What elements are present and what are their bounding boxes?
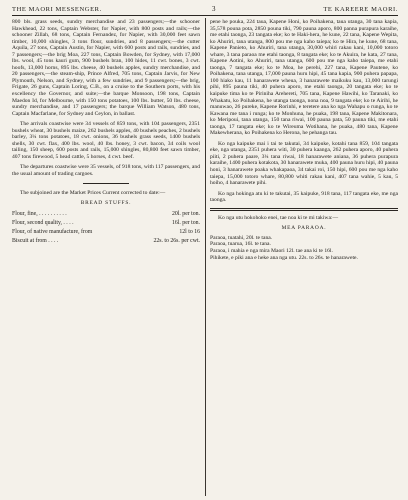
coastwise-arrivals: The arrivals coastwise were 34 vessels of 859 tons, with 104 passengers, 2351 bushels wheat, 30 bushels maize, 262 bushels apples, 40 bushels peaches, 2 bushels barley, 3¼ tons potatoes, 18 cwt. onions, 36 bushels grass seeds, 1400 bushels shells, 30 cwt. flax, 400 lbs. wool, 40 lbs. honey, 3 cwt. bacon, 34 coils wool tailing, 150 sheep, 600 posts and rails, 15,000 shingles, 80,800 feet sawn timber, 407 tons firewood, 5 head cattle, 5 horses, 4 cwt. beef. xyxy=(12,121,200,160)
english-column xyxy=(12,19,200,246)
page-number: 3 xyxy=(212,5,217,13)
shipping-departures: 800 bls. grass seeds, sundry merchandise and 23 passengers;—the schooner Hawkhead, 22 tons, Captain Webster, for Napier, with 800 posts and rails;—the schooner Zillah, 68 tons, Captain Fernandez, for Napier, with 30,000 feet sawn timber, 10,000 shingles, 3 tons flour, sundries, and 8 passengers;—the cutter Aquila, 27 tons, Captain Austin, for Napier, with 600 posts and rails, sundries, and 7 passengers;—the brig Moa, 227 tons, Captain Bowden, for Sydney, with 17,000 lbs. wool, 45 tons kauri gum, 900 bushels bran, 100 hides, 11 cwt. bones, 3 cwt. hoofs, 13,000 horns, 895 lbs. cheese, 40 bushels apples, sundry merchandise, and 20 passengers,—the steam-ship, Prince Alfred, 705 tons, Captain Jarvis, for New Plymouth, Nelson, and Sydney, with a few sundries, and 9 passengers;—the brig, Frigate, 26 guns, Captain Loring, C.B., on a cruise to the Southern ports, with his excellency the Governor, and suite;—the barque Monsoon, 198 tons, Captain Maedon Id, for Melbourne, with 150 tons potatoes, 100 lbs. butter, 50 lbs. cheese, sundry merchandise, and 17 passengers; the barque William Watson, 480 tons, Captain Macfarlane, for Sydney and Ceylon, in ballast. xyxy=(12,19,200,117)
mea-paraoa-heading: MEA PARAOA. xyxy=(281,225,327,232)
price-value: 20l. per ton. xyxy=(171,210,200,217)
price-label: Flour, of native manufacture, from xyxy=(12,228,93,235)
price-line: Paraoa, tuarua, 16l. te tana. xyxy=(210,241,271,248)
masthead-maori: TE KAREERE MAORI. xyxy=(323,6,398,13)
price-line: Paraoa, i mahia e nga mira Maori 12l. tae ana ki te 16l. xyxy=(210,247,333,254)
price-value: 22s. to 26s. per cwt. xyxy=(153,237,200,244)
coastwise-departures-maori: Ko nga hokinga atu ki te takutai, 35 kaipuke, 918 tana, 117 tangata eke, me nga taonga. xyxy=(210,190,398,204)
price-row xyxy=(12,237,200,246)
price-row xyxy=(12,210,200,219)
shipping-departures-maori: pene he pouka, 224 taua, Kapene Honi, ko Poihakena, taua utanga, 30 tana kapia, 35,578 pouna pota, 2850 pouna tiki, 790 pauna aporo, 800 panna purapura karaihe, me etahi taonga, 23 tangata eke; ko te Haki-hera, he kune, 22 tana, Kapene Wepita, ko Ahuriri, tana utanga, 800 pou me nga kaho taiepa; ko te Hira, he kune, 68 tana, Kapene Panieto, ko Ahuriri, tana utanga, 30,000 whiri rakau kani, 10,000 totoro whare, 3 tana paraoa me etahi taonga, 8 tangata eke; ko te Akuira, he kata, 27 tana, Kapene Aotini, ko Ahuriri, tana utanga, 600 pou me nga kaho taiepa, me etahi taonga, 7 tangata eke; ko te Moa, he perehi, 227 tana, Kapene Pautene, ko Poihakena, tana utanga, 17,000 pauna huru hipi, 45 tana kapia, 900 puhera papapa, 100 hiako kau, 11 hanarawete wheua, 3 hanarawete maikuku kau, 13,000 tarungi pihi, 895 pauna tiki, 40 puhera aporo, me etahi taonga, 20 tangata eke; ko te kaipuke tima ko te Piriniha Arehereti, 705 tana, Kapene Hawihi, ko Taranaki, ko Whakatu, ko Poihakena, he utanga taonga, nona noa, 9 tangata eke; ko te Airihi, he manuwao, 26 pureke, Kapene Rorinhi, e teretere ana ko nga Wahapu o runga, ko te Kawana me tana i runga; ko te Monhuna, he puaka, 198 tana, Kapene Makitonara, ko Meripoui, tana utanga, 150 tana riwai, 100 pauna pata, 50 pauna tiki, me etahi taonga, 17 tangata eke; ko te Wireuma Wotihana, he puaka, 480 tana, Kapene Makewherana, ko Poihakena ko Herona, he pehanga tau. xyxy=(210,19,398,137)
market-prices-intro-maori: Ko nga utu hokohoko enei, tae noa ki te mi takiwa:— xyxy=(218,214,339,221)
price-line: Pihikete, e piki ana e heke ana nga utu. 22s. to 26s. te hanarawete. xyxy=(210,254,358,261)
header-rule xyxy=(12,15,398,16)
coastwise-departures: The departures coastwise were 35 vessels, of 918 tons, with 117 passengers, and the usual amount of trading cargoes. xyxy=(12,164,200,178)
masthead-english: THE MAORI MESSENGER. xyxy=(12,6,102,13)
section-rule xyxy=(83,183,129,184)
section-double-rule xyxy=(210,208,398,211)
price-label: Flour, second quality, . . . . xyxy=(12,219,74,226)
price-label: Flour, fine, . . . . . . . . . . xyxy=(12,210,67,217)
price-value: 16l. per ton. xyxy=(171,219,200,226)
price-value: 12l to 16 xyxy=(179,228,200,235)
price-row xyxy=(12,228,200,237)
maori-column xyxy=(210,19,398,261)
coastwise-arrivals-maori: Ko nga kaipuke mai i tai te takutai, 34 kaipuke, kotahi tana 859, 104 tangata eke, nga utanga, 2351 puhera witi, 30 puhera kaanga, 262 puhera aporo, 40 puhera piiti, 2 puhera paare, 3¼ tana riwai, 18 hanarawete aniana, 36 puhera purapura karaihe, 1400 puhera kotakota, 30 hanarawete muka, 400 pauna huru hipi, 40 pauna honi, 3 hanarawete poaka whakapaoa, 34 takai roi, 150 hipi, 600 pou me nga kaho taiepa, 15,000 totoro whare, 80,800 whiti rakau kani, 407 tana wahie, 5 kau, 5 hoiho, 4 hanarawete pihi. xyxy=(210,140,398,187)
market-prices-intro: The subjoined are the Market Prices Current corrected to date:— xyxy=(20,189,166,196)
price-label: Biscuit at from . . . . xyxy=(12,237,59,244)
price-line: Paraoa, tuatahi, 20l. te tana. xyxy=(210,234,273,241)
column-divider xyxy=(205,18,206,496)
bread-stuffs-heading: BREAD STUFFS. xyxy=(80,200,132,207)
price-row xyxy=(12,219,200,228)
